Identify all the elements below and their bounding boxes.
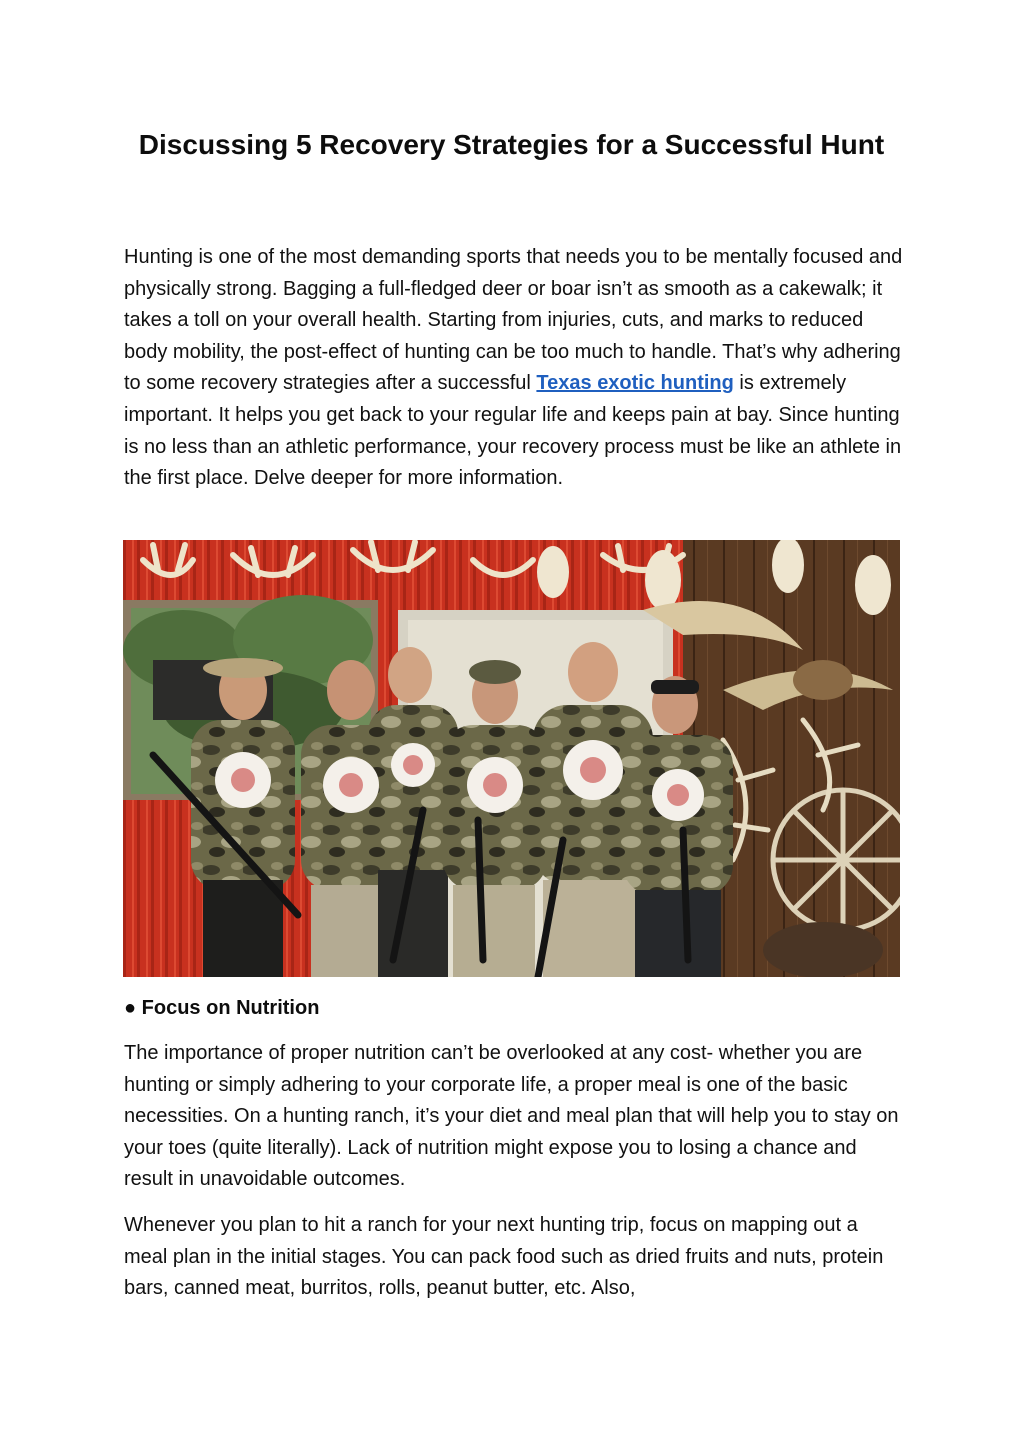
intro-paragraph xyxy=(124,242,904,495)
hunters-group-photo xyxy=(123,540,900,977)
intro-text-end: is extremely important. It helps you get back to your regular life and keeps pain at bay. Since hunting is no less than an athletic performance, your recovery process must be like an athlete in the first place. Delve deeper for more information. xyxy=(124,372,902,490)
section-heading-nutrition xyxy=(124,993,319,1023)
intro-text-start: Hunting is one of the most demanding sports that needs you to be mentally focused and physically strong. Bagging a full-fledged deer or boar isn’t as smooth as a cakewalk; it takes a toll on your overall health. Starting from injuries, cuts, and marks to reduced body mobility, the post-effect of hunting can be too much to handle. That’s why adhering to some recovery strategies after a successful xyxy=(124,246,903,395)
texas-exotic-hunting-link[interactable]: Texas exotic hunting xyxy=(536,372,734,395)
bullet-icon: ● xyxy=(124,997,137,1019)
section-heading-text: Focus on Nutrition xyxy=(141,997,320,1019)
page-title: Discussing 5 Recovery Strategies for a Successful Hunt xyxy=(138,129,885,160)
nutrition-paragraph-1: The importance of proper nutrition can’t be overlooked at any cost- whether you are hunting or simply adhering to your corporate life, a proper meal is one of the basic necessities. On a hunting ranch, it’s your diet and meal plan that will help you to stay on your toes (quite literally). Lack of nutrition might expose you to losing a chance and result in unavoidable outcomes. xyxy=(124,1042,899,1191)
nutrition-paragraph-2: Whenever you plan to hit a ranch for your next hunting trip, focus on mapping out a meal plan in the initial stages. You can pack food such as dried fruits and nuts, protein bars, canned meat, burritos, rolls, peanut butter, etc. Also, xyxy=(124,1214,884,1300)
